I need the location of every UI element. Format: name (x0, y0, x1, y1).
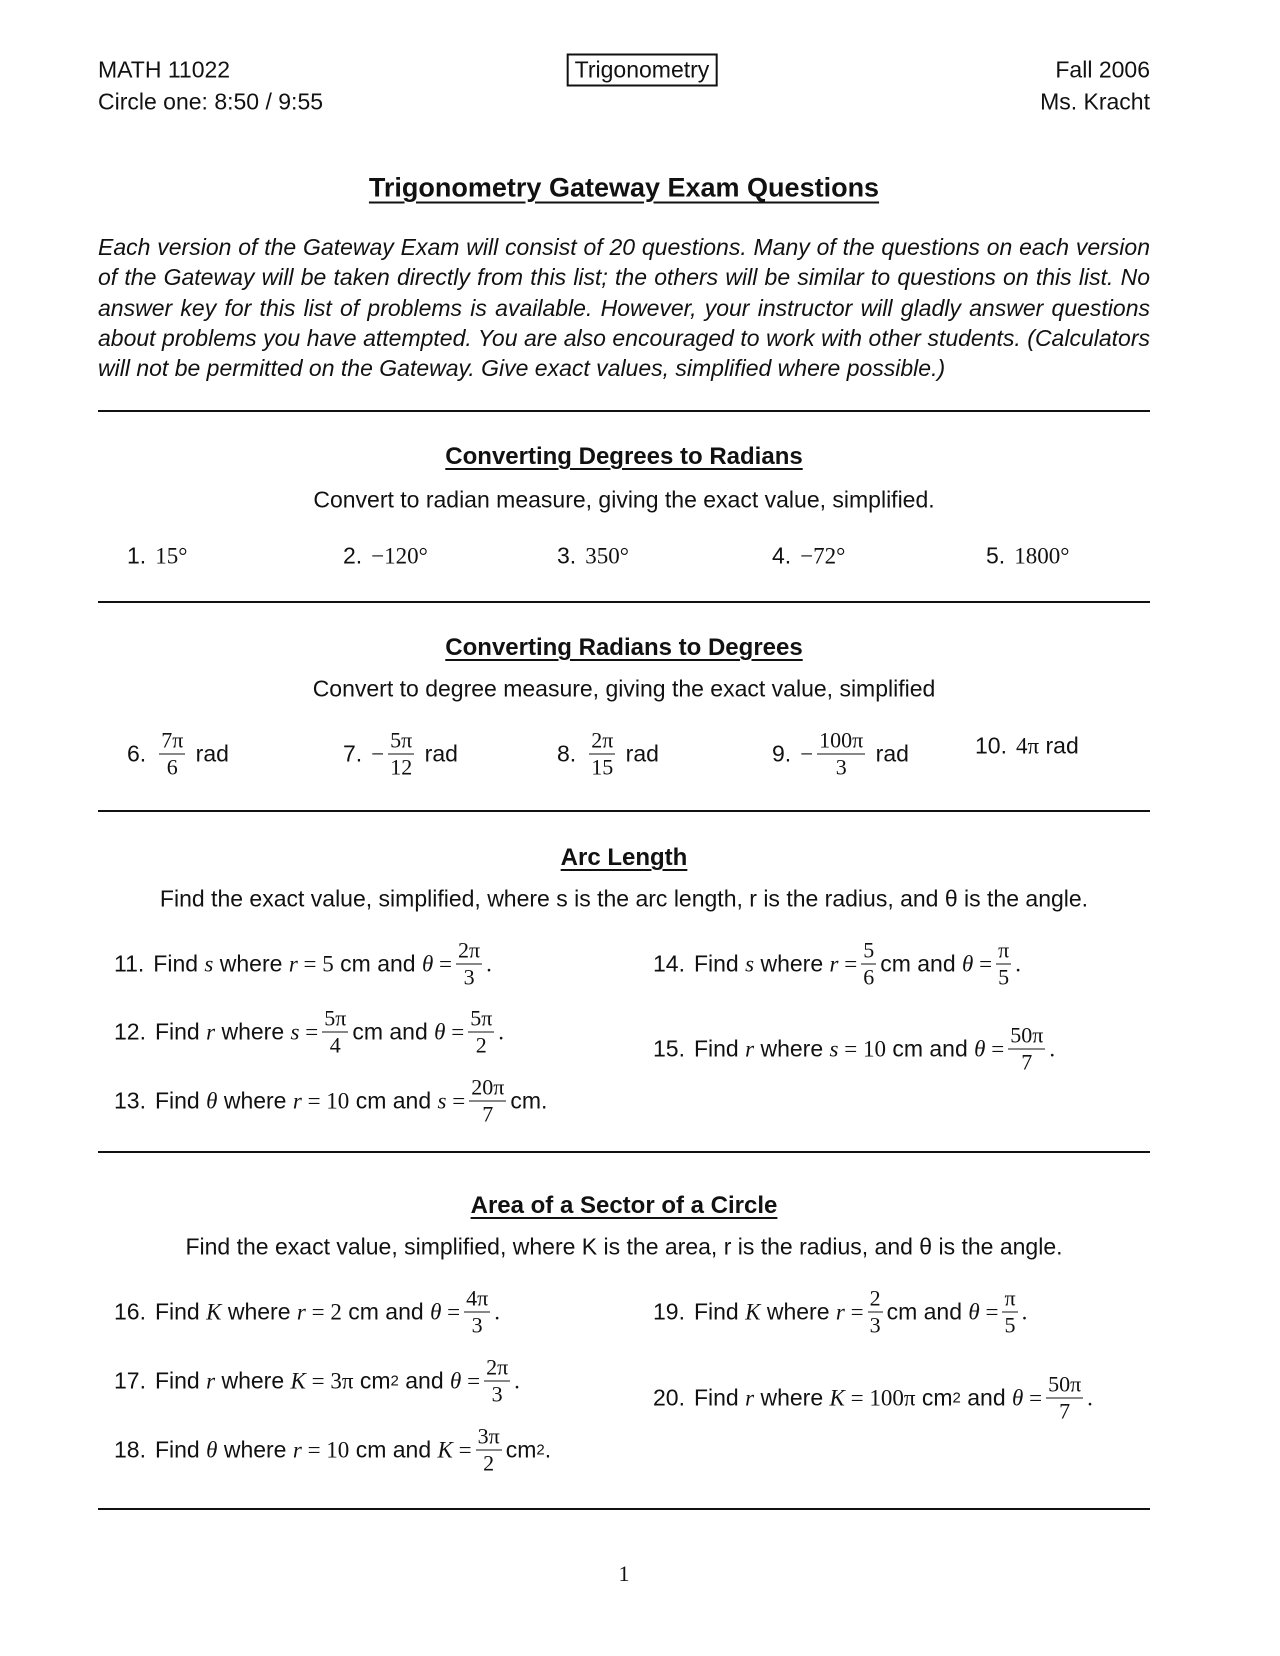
problem-text: Find (693, 1298, 746, 1325)
problem (557, 543, 629, 570)
fraction (484, 1356, 510, 1407)
problem-number: 8. (557, 740, 577, 767)
problem-text: rad (418, 740, 458, 767)
problem (975, 733, 1079, 760)
problem-text: cm and (349, 1087, 438, 1114)
math-variable: s (829, 1036, 839, 1061)
math-variable: θ (1012, 1385, 1024, 1410)
problem-text: = (299, 1019, 319, 1044)
section-instructions: Convert to radian measure, giving the exact value, simplified. (313, 486, 935, 513)
problem-text: rad (869, 740, 909, 767)
problem-text: Find (154, 1087, 207, 1114)
math-variable: θ (421, 951, 434, 976)
problem-text: cm and (880, 950, 963, 977)
problem-text: 350° (585, 543, 629, 568)
math-variable: θ (206, 1088, 218, 1113)
problem-text: = 10 (301, 1437, 350, 1462)
fraction (1046, 1373, 1083, 1424)
problem (114, 1287, 500, 1338)
fraction-denominator: 7 (1021, 1049, 1033, 1075)
problem-text: Find (153, 950, 205, 977)
fraction (476, 1425, 502, 1476)
fraction (322, 1007, 348, 1058)
fraction-numerator: π (998, 937, 1010, 963)
math-variable: θ (450, 1368, 462, 1393)
problem-text: = (452, 1437, 472, 1462)
divider (98, 410, 1150, 412)
fraction-denominator: 6 (166, 754, 178, 780)
problem-text: where (221, 1298, 297, 1325)
problem-text: . (1049, 1036, 1056, 1061)
fraction-numerator: 5 (863, 937, 875, 963)
problem-text: = 5 (297, 951, 334, 976)
problem-text: . (498, 1019, 505, 1044)
problem-text: = (985, 1036, 1005, 1061)
fraction-numerator: 5π (390, 727, 413, 753)
math-variable: K (206, 1299, 222, 1324)
fraction-denominator: 5 (998, 964, 1010, 990)
topic-box: Trigonometry (567, 54, 718, 87)
math-variable: K (745, 1299, 761, 1324)
fraction-denominator: 12 (390, 754, 413, 780)
problem-text: . (1087, 1385, 1093, 1410)
math-variable: K (437, 1437, 453, 1462)
section-instructions: Convert to degree measure, giving the exact value, simplified (312, 675, 936, 702)
fraction-denominator: 3 (869, 1312, 881, 1338)
problem (127, 729, 229, 780)
problem-number: 14. (653, 950, 685, 977)
fraction-denominator: 3 (471, 1312, 483, 1338)
fraction-numerator: 50π (1010, 1022, 1044, 1048)
math-variable: K (829, 1385, 845, 1410)
problem-text: Find (154, 1436, 207, 1463)
page-number: 1 (618, 1561, 630, 1586)
problem-text: = (844, 1299, 864, 1324)
fraction-denominator: 7 (482, 1101, 494, 1127)
problem-text: cm (505, 1436, 537, 1463)
fraction-denominator: 15 (591, 754, 614, 780)
fraction (996, 939, 1011, 990)
problem-number: 20. (653, 1384, 685, 1411)
fraction-denominator: 7 (1059, 1398, 1071, 1424)
problem-text: and (398, 1367, 451, 1394)
problem-number: 18. (114, 1436, 146, 1463)
problem-number: 9. (772, 740, 792, 767)
math-variable: r (206, 1368, 216, 1393)
problem-text: Find (693, 1384, 746, 1411)
fraction-numerator: 5π (470, 1005, 493, 1031)
section-title: Converting Degrees to Radians (445, 443, 803, 470)
problem-text: where (215, 1367, 291, 1394)
problem-text: = 10 (838, 1036, 886, 1061)
problem (986, 543, 1069, 570)
problem (343, 729, 458, 780)
fraction (468, 1007, 494, 1058)
problem-text: cm and (349, 1436, 438, 1463)
problem-text: cm and (333, 950, 422, 977)
fraction (868, 1287, 883, 1338)
section-instructions: Find the exact value, simplified, where s is the arc length, r is the radius, and θ is the angle. (159, 885, 1089, 912)
math-variable: r (745, 1385, 755, 1410)
problem-text: = 100π (844, 1385, 916, 1410)
math-variable: s (204, 951, 214, 976)
problem-text: Find (154, 1298, 207, 1325)
section-title: Converting Radians to Degrees (445, 634, 803, 661)
problem-text: = 2 (305, 1299, 342, 1324)
problem (653, 1373, 1093, 1424)
problem-text: where (217, 1436, 293, 1463)
fraction (469, 1076, 506, 1127)
math-variable: s (745, 951, 755, 976)
problem-number: 17. (114, 1367, 146, 1394)
math-variable: s (290, 1019, 300, 1044)
problem-text: cm and (341, 1298, 431, 1325)
fraction (388, 729, 414, 780)
fraction-numerator: 2π (486, 1354, 509, 1380)
problem (114, 1356, 520, 1407)
intro-paragraph: Each version of the Gateway Exam will consist of 20 questions. Many of the questions on each version of the Gateway will be taken directly from this list; the others will be similar to questions on this list. No answer key for this list of problems is available. However, your instructor will gladly answer questions about problems you have attempted. You are also encouraged to work with other students. (Calculators will not be permitted on the Gateway. Give exact values, simplified where possible.) (98, 234, 1150, 382)
section-title: Arc Length (560, 844, 688, 871)
fraction-denominator: 3 (463, 964, 475, 990)
section-title: Area of a Sector of a Circle (470, 1192, 778, 1219)
problem-number: 2. (343, 542, 363, 569)
problem-text: rad (189, 740, 229, 767)
fraction-denominator: 6 (863, 964, 875, 990)
problem-text: where (754, 950, 830, 977)
problem-text: = (1023, 1385, 1043, 1410)
superscript: 2 (952, 1389, 961, 1407)
math-variable: r (829, 951, 839, 976)
problem-text: cm. (510, 1087, 548, 1114)
fraction-numerator: 50π (1048, 1371, 1082, 1397)
problem-number: 12. (114, 1018, 146, 1045)
term: Fall 2006 (1055, 56, 1150, 83)
fraction-denominator: 5 (1004, 1312, 1016, 1338)
math-variable: θ (962, 951, 974, 976)
problem-text: . (486, 951, 492, 976)
fraction-denominator: 4 (329, 1032, 341, 1058)
problem-text: where (754, 1035, 830, 1062)
problem-number: 5. (986, 542, 1006, 569)
divider (98, 810, 1150, 812)
fraction (589, 729, 615, 780)
problem-text: = (838, 951, 858, 976)
problem (114, 1007, 504, 1058)
fraction-denominator: 2 (483, 1450, 495, 1476)
problem-text: cm and (885, 1035, 975, 1062)
fraction (159, 729, 185, 780)
fraction-numerator: π (1004, 1285, 1016, 1311)
problem-text: cm (915, 1384, 953, 1411)
problem-text: = 3π (305, 1368, 354, 1393)
problem-number: 13. (114, 1087, 146, 1114)
problem-text: cm and (352, 1018, 435, 1045)
fraction-numerator: 20π (471, 1074, 505, 1100)
problem-text: = (461, 1368, 481, 1393)
problem-text: 4π (1015, 733, 1040, 758)
page-title: Trigonometry Gateway Exam Questions (368, 172, 880, 203)
math-variable: r (296, 1299, 306, 1324)
problem-number: 11. (114, 950, 145, 977)
problem-text: − (800, 741, 814, 766)
superscript: 2 (536, 1441, 545, 1459)
problem-text: . (1021, 1299, 1028, 1324)
problem (557, 729, 659, 780)
math-variable: θ (974, 1036, 986, 1061)
problem-text: Find (154, 1018, 207, 1045)
instructor: Ms. Kracht (1040, 88, 1150, 115)
problem-number: 15. (653, 1035, 685, 1062)
problem-text: where (215, 1018, 291, 1045)
problem-text: 1800° (1014, 543, 1070, 568)
problem-text: where (213, 950, 289, 977)
divider (98, 1508, 1150, 1510)
problem-text: rad (1039, 732, 1079, 759)
problem-text: = (433, 951, 453, 976)
problem (653, 939, 1021, 990)
problem-text: = (973, 951, 993, 976)
problem (653, 1287, 1027, 1338)
problem-text: −120° (371, 543, 428, 568)
problem-text: = (441, 1299, 461, 1324)
math-variable: θ (434, 1019, 446, 1044)
fraction-denominator: 3 (835, 754, 847, 780)
problem-text: Find (693, 1035, 746, 1062)
superscript: 2 (390, 1372, 399, 1390)
math-variable: r (292, 1437, 302, 1462)
math-variable: r (206, 1019, 216, 1044)
fraction (464, 1287, 490, 1338)
fraction-numerator: 100π (819, 727, 864, 753)
problem-text: = (979, 1299, 999, 1324)
problem (114, 1425, 551, 1476)
problem-text: Find (154, 1367, 207, 1394)
problem-text: − (371, 741, 385, 766)
course-code: MATH 11022 (98, 56, 231, 83)
problem (114, 1076, 547, 1127)
math-variable: s (437, 1088, 447, 1113)
problem-text: . (494, 1299, 500, 1324)
problem-text: and (960, 1384, 1013, 1411)
math-variable: r (288, 951, 298, 976)
math-variable: K (290, 1368, 306, 1393)
problem (127, 543, 187, 570)
math-variable: θ (968, 1299, 980, 1324)
section-instructions: Find the exact value, simplified, where K is the area, r is the radius, and θ is the angle. (185, 1233, 1063, 1260)
problem-text: where (217, 1087, 293, 1114)
problem-text: 15° (155, 543, 188, 568)
fraction-denominator: 3 (491, 1381, 503, 1407)
problem-text: = (445, 1019, 465, 1044)
problem-text: cm and (886, 1298, 969, 1325)
problem-text: . (544, 1436, 552, 1463)
problem-text: = 10 (301, 1088, 350, 1113)
fraction (456, 939, 482, 990)
problem-number: 1. (127, 542, 147, 569)
problem-text: where (754, 1384, 830, 1411)
problem-text: . (514, 1368, 520, 1393)
fraction-numerator: 7π (161, 727, 184, 753)
fraction (1008, 1024, 1045, 1075)
problem-text: rad (619, 740, 659, 767)
class-time: Circle one: 8:50 / 9:55 (98, 88, 324, 115)
fraction-denominator: 2 (475, 1032, 487, 1058)
problem (343, 543, 428, 570)
problem-text: Find (693, 950, 746, 977)
fraction-numerator: 2π (458, 937, 481, 963)
math-variable: r (835, 1299, 845, 1324)
math-variable: r (292, 1088, 302, 1113)
problem-number: 19. (653, 1298, 685, 1325)
math-variable: r (745, 1036, 755, 1061)
problem-number: 7. (343, 740, 363, 767)
problem-number: 6. (127, 740, 147, 767)
problem (653, 1024, 1055, 1075)
problem-number: 10. (975, 732, 1007, 759)
fraction (861, 939, 876, 990)
problem-number: 16. (114, 1298, 146, 1325)
problem-text: cm (353, 1367, 391, 1394)
problem (114, 939, 492, 990)
fraction-numerator: 3π (477, 1423, 500, 1449)
divider (98, 601, 1150, 603)
fraction-numerator: 5π (324, 1005, 347, 1031)
problem-text: where (760, 1298, 836, 1325)
problem (772, 729, 909, 780)
problem-number: 3. (557, 542, 577, 569)
problem-number: 4. (772, 542, 792, 569)
fraction-numerator: 2 (869, 1285, 881, 1311)
fraction (817, 729, 865, 780)
fraction-numerator: 4π (466, 1285, 489, 1311)
math-variable: θ (430, 1299, 442, 1324)
fraction (1002, 1287, 1017, 1338)
fraction-numerator: 2π (591, 727, 614, 753)
divider (98, 1151, 1150, 1153)
math-variable: θ (206, 1437, 218, 1462)
problem-text: = (446, 1088, 466, 1113)
problem-text: −72° (800, 543, 846, 568)
problem-text: . (1015, 951, 1021, 976)
problem (772, 543, 845, 570)
